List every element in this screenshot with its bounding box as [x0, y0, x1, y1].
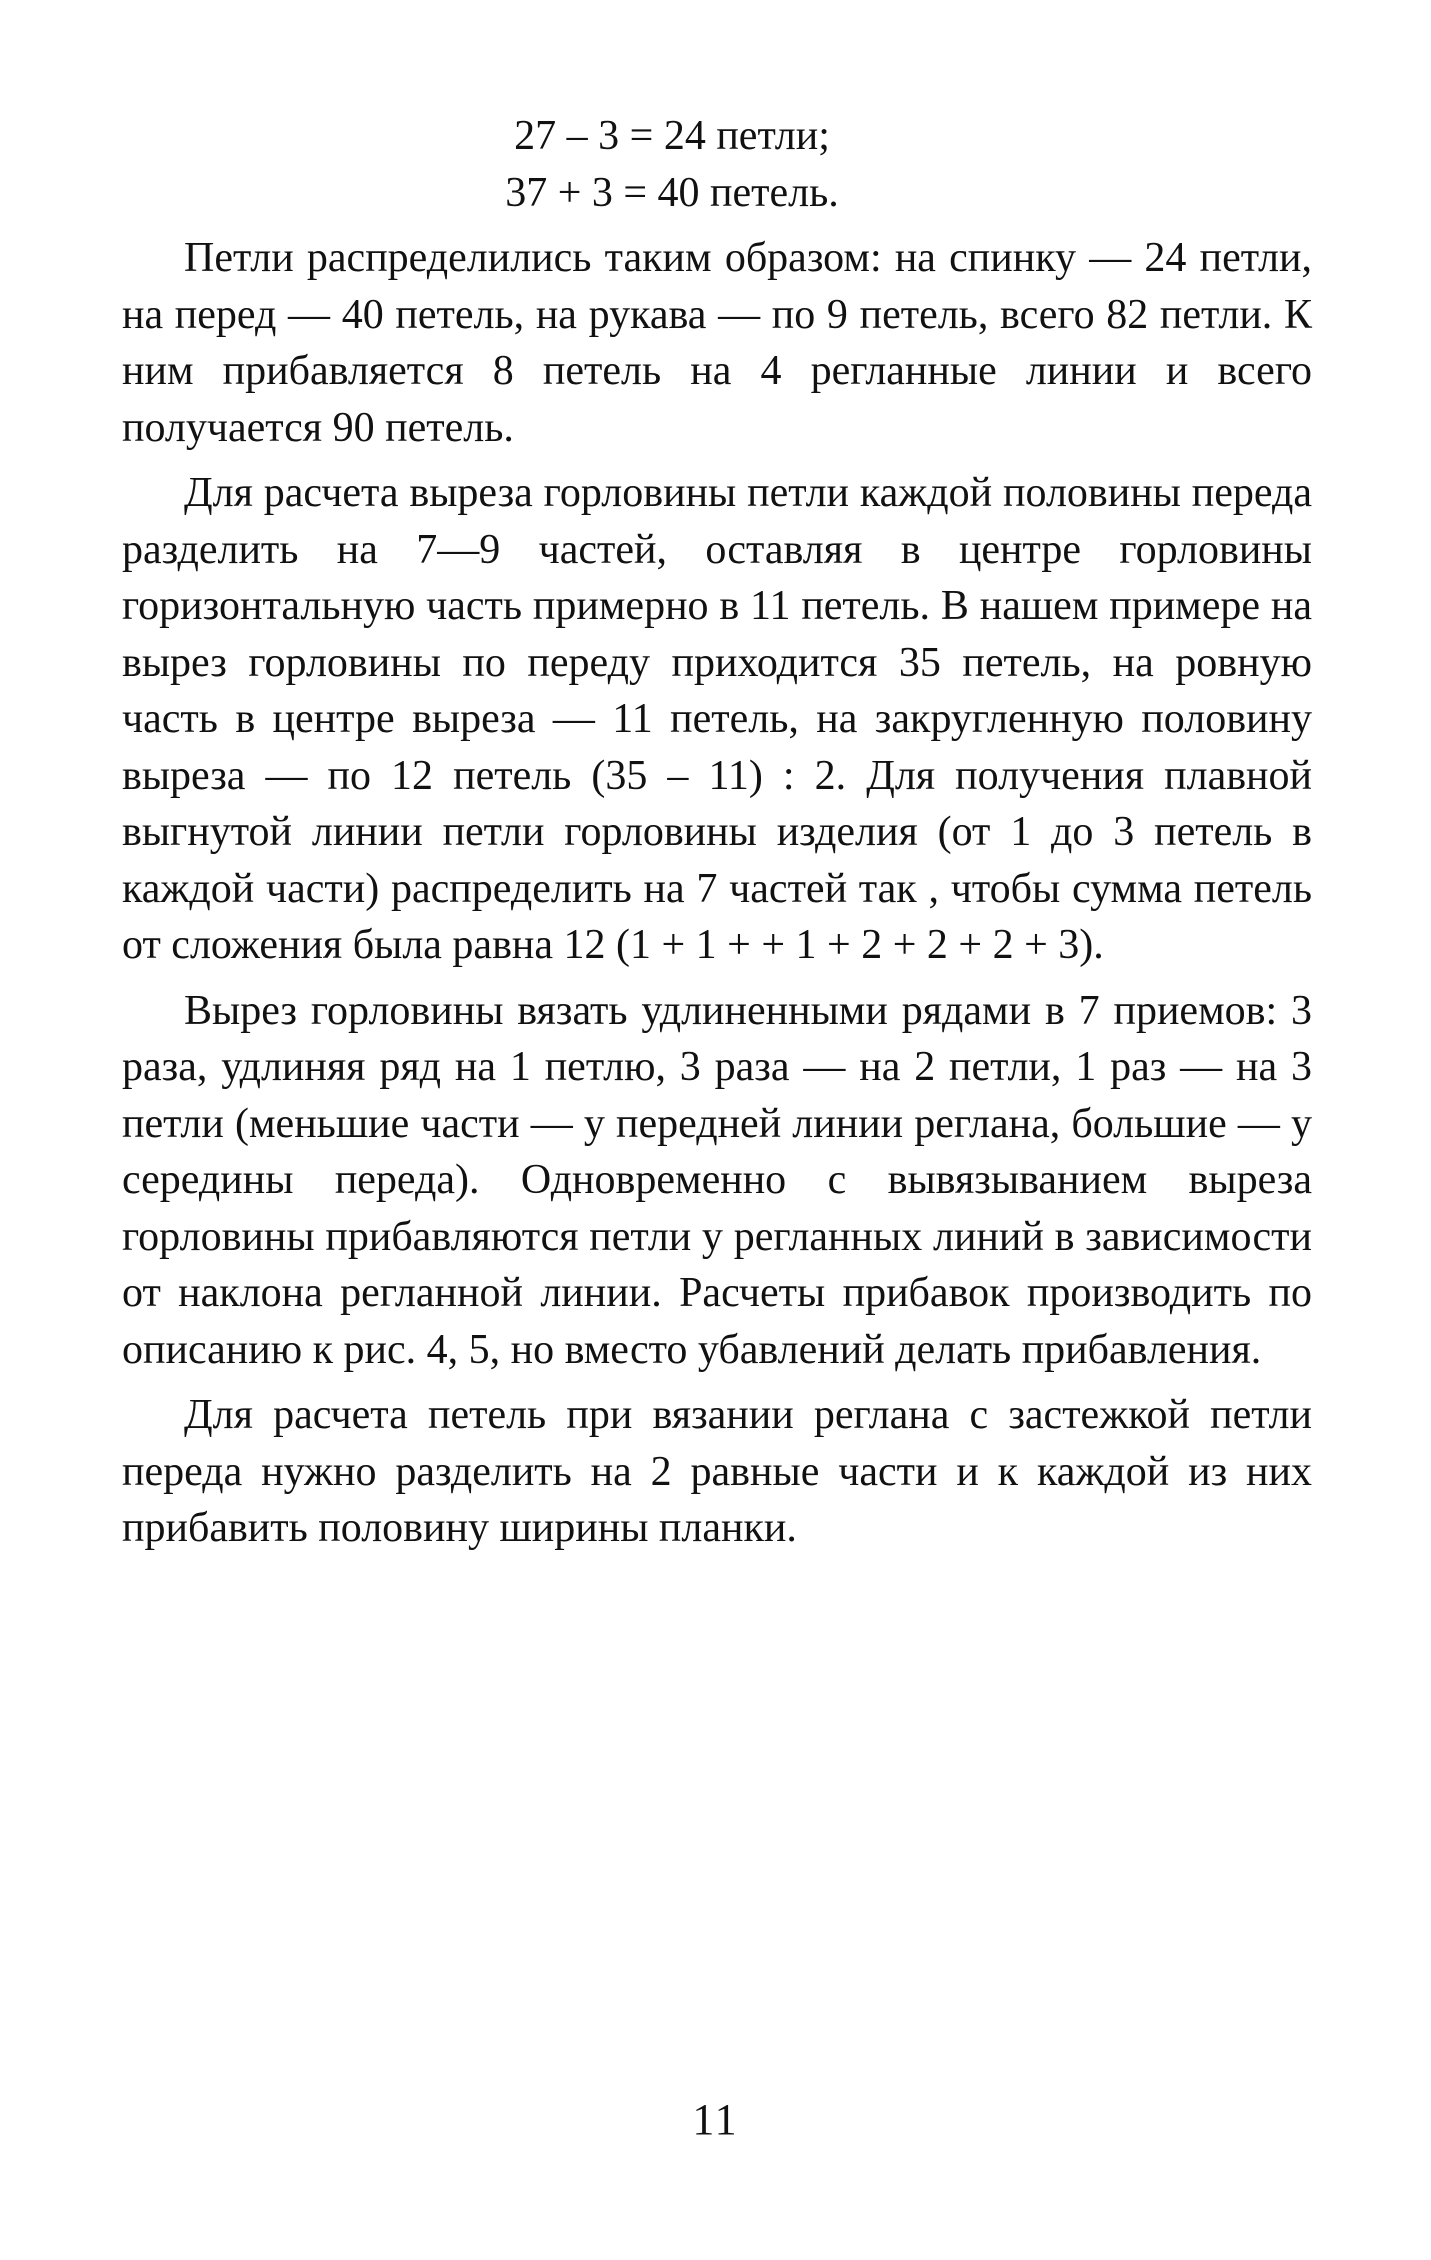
paragraph-stitch-distribution: Петли распределились таким образом: на спинку — 24 петли, на перед — 40 петель, на рукава — по 9 петель, всего 82 петли. К ним прибавляется 8 петель на 4 регланные линии и всего получается 90 петель. [122, 235, 1312, 451]
page-number: 11 [692, 2095, 739, 2144]
equations-block [122, 108, 1312, 221]
paragraph-neckline-knitting: Вырез горловины вязать удлиненными рядами в 7 приемов: 3 раза, удлиняя ряд на 1 петлю, 3 раза — на 2 петли, 1 раз — на 3 петли (меньшие части — у передней линии реглана, большие — у середины переда). Одновременно с вывязыванием выреза горловины прибавляются петли у регланных линий в зависимости от наклона регланной линии. Расчеты прибавок производить по описанию к рис. 4, 5, но вместо убавлений делать прибавления. [122, 987, 1312, 1373]
equation-front-stitches: 37 + 3 = 40 петель. [505, 169, 839, 216]
paragraph-neckline-calculation: Для расчета выреза горловины петли каждой половины переда разделить на 7—9 частей, оставляя в центре горловины горизонтальную часть примерно в 11 петель. В нашем примере на вырез горловины по переду приходится 35 петель, на ровную часть в центре выреза — 11 петель, на закругленную половину выреза — по 12 петель (35 – 11) : 2. Для получения плавной выгнутой линии петли горловины изделия (от 1 до 3 петель в каждой части) распределить на 7 частей так , чтобы сумма петель от сложения была равна 12 (1 + 1 + + 1 + 2 + 2 + 2 + 3). [122, 470, 1312, 968]
page-body [122, 108, 1312, 1557]
paragraph-raglan-with-fastener: Для расчета петель при вязании реглана с застежкой петли переда нужно разделить на 2 равные части и к каждой из них прибавить половину ширины планки. [122, 1392, 1312, 1551]
equation-back-stitches: 27 – 3 = 24 петли; [514, 113, 830, 159]
